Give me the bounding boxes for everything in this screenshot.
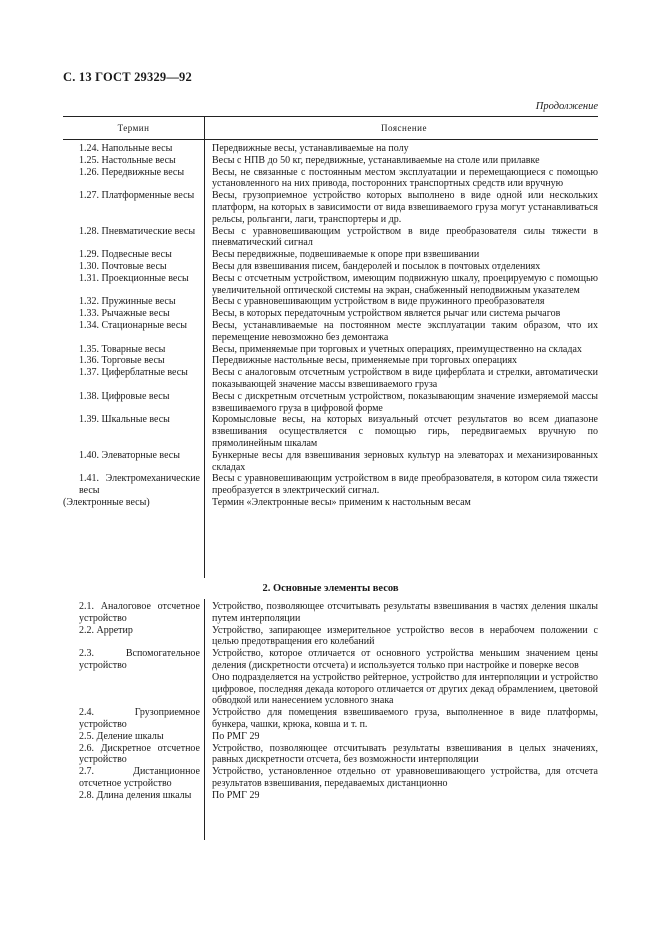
term-cell: (Электронные весы) [63, 496, 150, 508]
table-row [63, 167, 598, 191]
term-cell: 1.28. Пневматические весы [79, 225, 196, 237]
explanation-cell: Весы с дискретным отсчетным устройством, показывающим значение измеряемой массы взвешиваемого груза в цифровой форме [212, 390, 598, 414]
term-cell: 2.7. Дистанционное отсчетное устройство [79, 766, 200, 789]
term-cell: 1.25. Настольные весы [79, 154, 176, 166]
term-cell: 2.6. Дискретное отсчетное устройство [79, 742, 200, 766]
table-row [63, 743, 598, 767]
term-cell: 2.2. Арретир [79, 624, 133, 636]
table-row [63, 450, 598, 474]
explanation-cell: Коромысловые весы, на которых визуальный отсчет результатов во всем диапазоне взвешивания осуществляется с помощью гирь, передвигаемых вручную по прямолинейным шкалам [212, 414, 598, 449]
explanation-cell: Весы с отсчетным устройством, имеющим подвижную шкалу, проецируемую с помощью увеличительной оптической системы на экран, снабженный неподвижным указателем [212, 272, 598, 296]
table-row [63, 261, 598, 273]
explanation-cell: Устройство, установленное отдельно от уравновешивающего устройства, для отсчета результатов взвешивания, передаваемых дистанционно [212, 766, 598, 789]
section-title: 2. Основные элементы весов [262, 583, 399, 594]
table-row [63, 190, 598, 225]
term-cell [63, 672, 204, 707]
explanation-cell: Весы, грузоприемное устройство которых выполнено в виде одной или нескольких платформ, на которых в зависимости от вида взвешиваемого груза могут устанавливаться рельсы, рольганги, лаги, транспортеры и др. [212, 190, 598, 225]
term-cell: 1.39. Шкальные весы [79, 414, 170, 426]
explanation-cell: Термин «Электронные весы» применим к настольным весам [212, 496, 471, 508]
explanation-cell: Передвижные весы, устанавливаемые на полу [212, 143, 409, 154]
term-cell: 2.1. Аналоговое отсчетное устройство [79, 601, 200, 624]
table-row [63, 790, 598, 802]
explanation-cell: Весы, применяемые при торговых и учетных операциях, преимущественно на складах [212, 343, 582, 355]
explanation-cell: Оно подразделяется на устройство рейтерное, устройство для интерполяции и устройство цифровое, последняя декада которого отличается от других декад обрамлением, цветовой обводкой или нанесением условного знака [212, 671, 598, 707]
explanation-cell: Весы передвижные, подвешиваемые к опоре при взвешивании [212, 249, 480, 261]
term-cell: 2.8. Длина деления шкалы [79, 789, 192, 801]
table-row [63, 355, 598, 367]
table-row [63, 226, 598, 250]
term-cell: 1.26. Передвижные весы [79, 166, 185, 178]
explanation-cell: Весы с НПВ до 50 кг, передвижные, устанавливаемые на столе или прилавке [212, 154, 540, 166]
explanation-cell: По РМГ 29 [212, 789, 260, 801]
explanation-cell: Весы с аналоговым отсчетным устройством в виде циферблата и стрелки, автоматически показывающей значение массы взвешиваемого груза [212, 367, 598, 390]
continued-label: Продолжение [535, 101, 598, 112]
term-cell: 1.35. Товарные весы [79, 343, 166, 355]
table-row [63, 320, 598, 344]
term-cell: 2.5. Деление шкалы [79, 730, 164, 742]
term-cell: 1.36. Торговые весы [79, 355, 165, 367]
table-row [63, 473, 598, 497]
table-row [63, 273, 598, 297]
explanation-cell: Весы для взвешивания писем, бандеролей и посылок в почтовых отделениях [212, 260, 541, 272]
explanation-cell: Бункерные весы для взвешивания зерновых культур на элеваторах и механизированных складах [212, 449, 598, 473]
explanation-cell: Весы, не связанные с постоянным местом эксплуатации и перемещающиеся с помощью установленного на них привода, посторонних транспортных средств или вручную [212, 166, 598, 190]
explanation-cell: По РМГ 29 [212, 730, 260, 742]
term-cell: 1.30. Почтовые весы [79, 260, 167, 272]
term-cell: 1.33. Рычажные весы [79, 308, 170, 320]
page-header: С. 13 ГОСТ 29329—92 [63, 70, 192, 84]
term-cell: 1.40. Элеваторные весы [79, 449, 180, 461]
term-cell: 1.34. Стационарные весы [79, 319, 187, 331]
term-cell: 1.24. Напольные весы [79, 143, 173, 154]
explanation-cell: Весы с уравновешивающим устройством в виде пружинного преобразователя [212, 296, 545, 308]
explanation-cell: Устройство, позволяющее отсчитывать результаты взвешивания в целых значениях, равных дискретности отсчета, без возможности интерполяции [212, 742, 598, 766]
explanation-cell: Передвижные настольные весы, применяемые при торговых операциях [212, 355, 518, 367]
term-cell: 1.32. Пружинные весы [79, 296, 176, 308]
explanation-cell: Устройство, которое отличается от основного устройства меньшим значением цены деления (дискретности отсчета) и используется только при настройке и поверке весов [212, 648, 598, 671]
table-row [63, 296, 598, 308]
table-row [63, 766, 598, 790]
term-cell: 1.29. Подвесные весы [79, 249, 172, 261]
table-row [63, 308, 598, 320]
term-cell: 1.38. Цифровые весы [79, 390, 170, 402]
table-row [63, 155, 598, 167]
table-row [63, 731, 598, 743]
term-cell: 1.31. Проекционные весы [79, 272, 189, 284]
table-row [63, 497, 598, 509]
terms-table-part-2 [63, 601, 598, 802]
terms-table-part-1 [63, 143, 598, 509]
term-cell: 2.4. Грузоприемное устройство [79, 707, 200, 730]
table-row [63, 143, 598, 155]
table-row [63, 414, 598, 449]
table-header-rule [63, 139, 598, 140]
explanation-cell: Весы, устанавливаемые на постоянном месте эксплуатации таким образом, что их перемещение невозможно без демонтажа [212, 319, 598, 343]
table-row [63, 648, 598, 672]
table-row [63, 707, 598, 731]
term-cell: 1.37. Циферблатные весы [79, 367, 188, 379]
explanation-cell: Устройство, позволяющее отсчитывать результаты взвешивания в частях деления шкалы путем интерполяции [212, 601, 598, 624]
term-cell: 2.3. Вспомогательное устройство [79, 648, 200, 671]
explanation-cell: Весы с уравновешивающим устройством в виде преобразователя силы тяжести в пневматический сигнал [212, 225, 598, 249]
explanation-cell: Весы, в которых передаточным устройством является рычаг или система рычагов [212, 308, 561, 320]
explanation-cell: Весы с уравновешивающим устройством в виде преобразователя, в котором сила тяжести преобразуется в электрический сигнал. [212, 473, 598, 497]
explanation-cell: Устройство, запирающее измерительное устройство весов в нерабочем положении с целью предотвращения его колебаний [212, 624, 598, 648]
table-row [63, 601, 598, 625]
term-cell: 1.41. Электромеханические весы [79, 473, 200, 497]
column-header-term: Термин [117, 123, 150, 133]
explanation-cell: Устройство для помещения взвешиваемого груза, выполненное в виде платформы, бункера, чашки, крюка, ковша и т. п. [212, 707, 598, 730]
table-row [63, 625, 598, 649]
column-header-explanation: Пояснение [381, 123, 427, 133]
table-row [63, 391, 598, 415]
table-row [63, 344, 598, 356]
table-row [63, 672, 598, 707]
table-row [63, 367, 598, 391]
table-row [63, 249, 598, 261]
term-cell: 1.27. Платформенные весы [79, 190, 195, 202]
table-top-rule [63, 116, 598, 117]
